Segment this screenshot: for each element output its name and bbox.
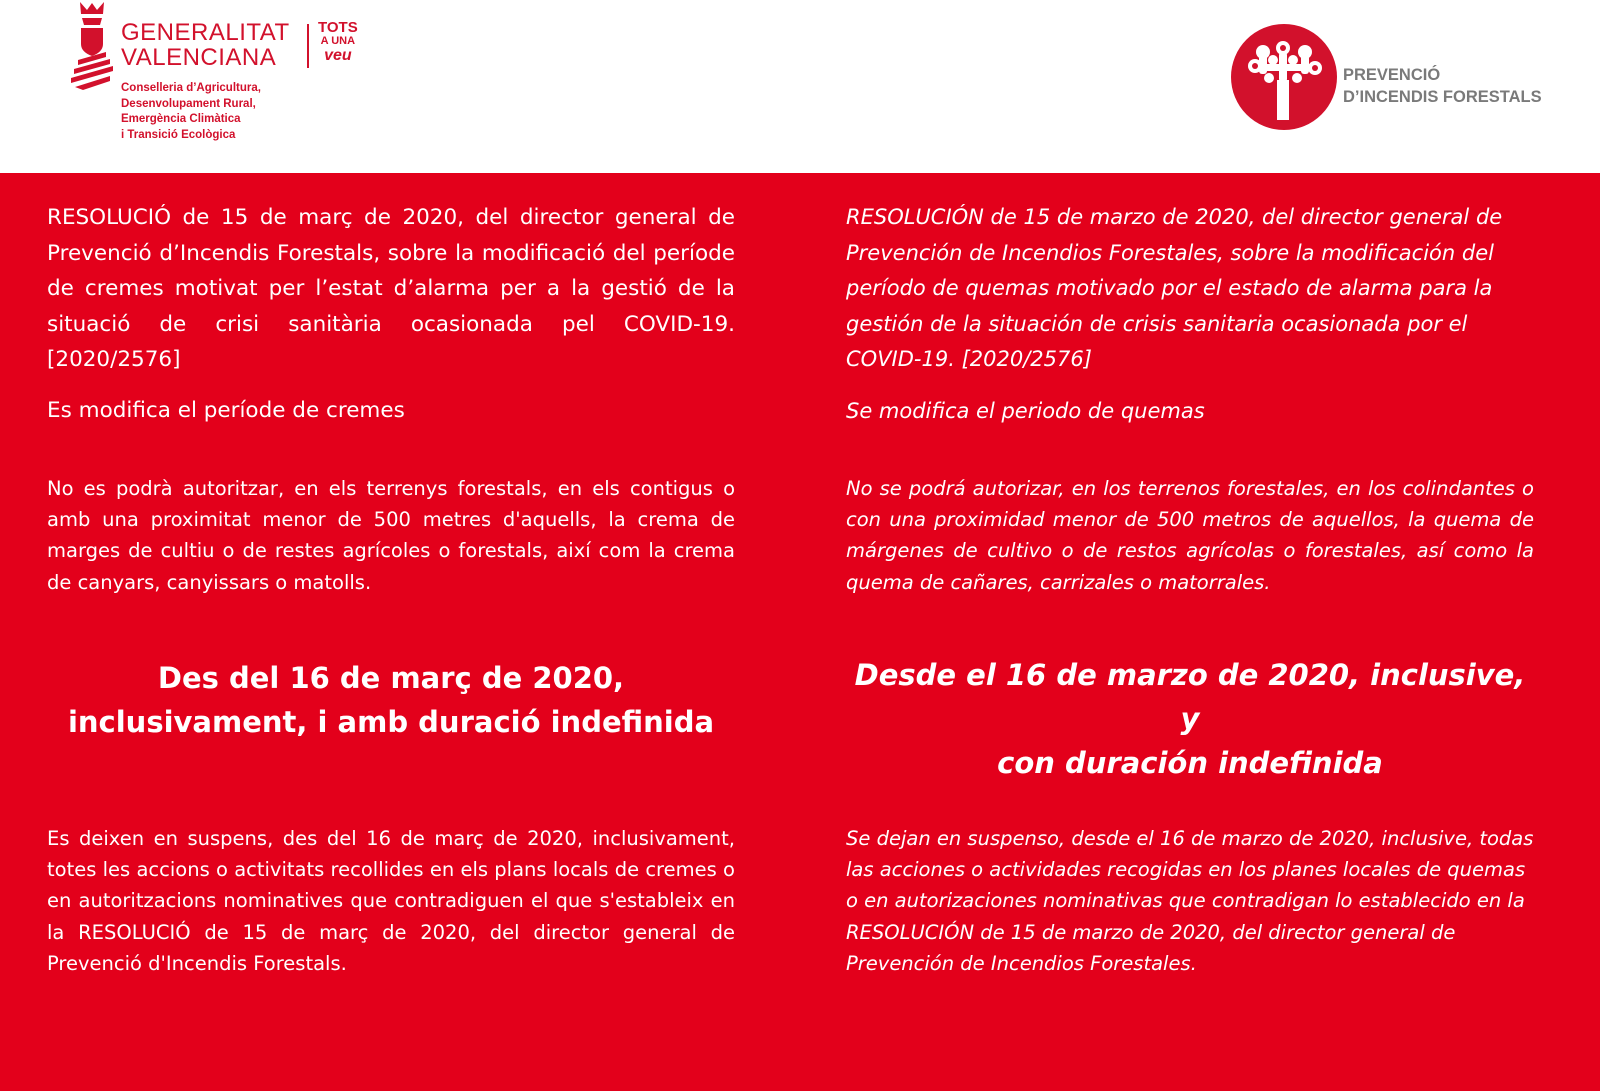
- prevencio-incendis-text: [1343, 64, 1542, 108]
- highlight-line1: Desde el 16 de marzo de 2020, inclusive, y: [854, 658, 1526, 736]
- generalitat-name-line1: GENERALITAT: [121, 19, 290, 46]
- generalitat-emblem-icon: [70, 0, 114, 92]
- highlight-line1: Des del 16 de març de 2020,: [157, 661, 625, 695]
- prevencio-line1: PREVENCIÓ: [1343, 66, 1441, 84]
- tots-a-una-veu-motto: [318, 20, 358, 64]
- motto-line1: TOTS: [318, 19, 358, 36]
- announcement-panel: [0, 173, 1600, 1091]
- prevencio-incendis-logo: [1231, 24, 1561, 130]
- generalitat-valenciana-logo: [70, 0, 390, 150]
- generalitat-name: [121, 20, 290, 70]
- conselleria-line: Desenvolupament Rural,: [121, 97, 256, 110]
- highlight-line2: con duración indefinida: [997, 746, 1383, 780]
- conselleria-line: Conselleria d’Agricultura,: [121, 82, 261, 94]
- section-subtitle: Se modifica el periodo de quemas: [846, 399, 1205, 423]
- conselleria-line: i Transició Ecològica: [121, 128, 236, 141]
- generalitat-name-line2: VALENCIANA: [121, 44, 277, 71]
- effective-date-highlight: [47, 656, 735, 744]
- resolution-title: RESOLUCIÓ de 15 de març de 2020, del director general de Prevenció d’Incendis Forestals, sobre la modificació del període de cremes motivat per l’estat d’alarma per a la gestió de la situació de crisi sanitària ocasionada pel COVID-19. [2020/2576]: [47, 205, 735, 372]
- motto-line2: A UNA: [320, 35, 356, 47]
- section-subtitle: Es modifica el període de cremes: [47, 398, 405, 423]
- prohibition-paragraph: No se podrá autorizar, en los terrenos forestales, en los colindantes o con una proximidad menor de 500 metros de aquellos, la quema de márgenes de cultivo o de restos agrícolas o forestales, así como la quema de cañares, carrizales o matorrales.: [846, 477, 1534, 594]
- tree-logo-icon: [1231, 24, 1337, 130]
- prohibition-paragraph: No es podrà autoritzar, en els terrenys forestals, en els contigus o amb una proximitat menor de 500 metres d'aquells, la crema de marges de cultiu o de restes agrícoles o forestals, així com la crema de canyars, canyissars o matolls.: [47, 477, 735, 594]
- prevencio-line2: D’INCENDIS FORESTALS: [1343, 88, 1542, 106]
- suspension-paragraph: Se dejan en suspenso, desde el 16 de marzo de 2020, inclusive, todas las acciones o actividades recogidas en los planes locales de quemas o en autorizaciones nominativas que contradigan lo establecido en la RESOLUCIÓN de 15 de marzo de 2020, del director general de Prevención de Incendios Forestales.: [846, 827, 1534, 975]
- motto-line3: veu: [324, 47, 352, 64]
- header: [0, 0, 1600, 173]
- resolution-title: RESOLUCIÓN de 15 de marzo de 2020, del director general de Prevención de Incendios Forestales, sobre la modificación del período de quemas motivado por el estado de alarma para la gestión de la situación de crisis sanitaria ocasionada por el COVID-19. [2020/2576]: [846, 205, 1503, 371]
- conselleria-name: [121, 81, 261, 143]
- conselleria-line: Emergència Climàtica: [121, 113, 241, 125]
- effective-date-highlight: [846, 653, 1534, 785]
- suspension-paragraph: Es deixen en suspens, des del 16 de març de 2020, inclusivament, totes les accions o activitats recollides en els plans locals de cremes o en autoritzacions nominatives que contradiguen el que s'estableix en la RESOLUCIÓ de 15 de març de 2020, del director general de Prevenció d'Incendis Forestals.: [47, 827, 735, 975]
- logo-divider: [307, 24, 309, 68]
- highlight-line2: inclusivament, i amb duració indefinida: [67, 705, 715, 739]
